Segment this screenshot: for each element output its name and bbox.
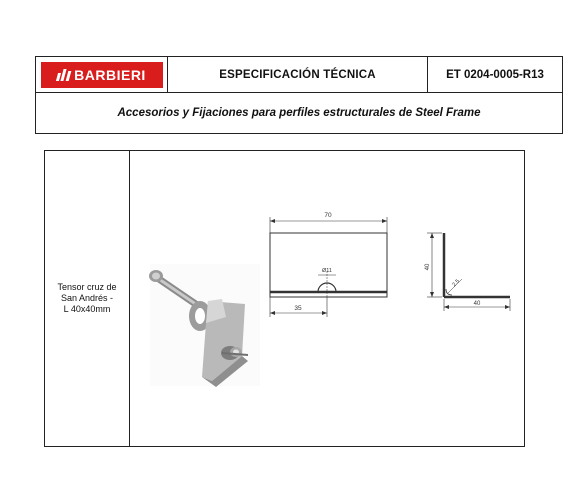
doc-code: ET 0204-0005-R13	[446, 68, 544, 81]
drawing-cell	[130, 151, 524, 446]
spec-table	[44, 150, 525, 447]
document-header	[35, 56, 563, 134]
dim-offset-label: 35	[294, 305, 302, 312]
dim-base-label: 40	[473, 301, 481, 307]
doc-subtitle: Accesorios y Fijaciones para perfiles estructurales de Steel Frame	[117, 107, 481, 119]
item-name-cell	[45, 151, 130, 446]
header-row	[36, 57, 562, 93]
product-render	[149, 264, 260, 387]
item-name: Tensor cruz de San Andrés - L 40x40mm	[57, 282, 117, 314]
dim-width-label: 70	[324, 212, 332, 219]
dim-height-label: 40	[425, 263, 431, 271]
side-view	[427, 233, 510, 311]
barbieri-logo	[41, 62, 163, 88]
logo-cell	[36, 57, 168, 92]
dim-hole-label: Ø11	[322, 268, 332, 274]
logo-text: BARBIERI	[74, 66, 146, 83]
doc-type: ESPECIFICACIÓN TÉCNICA	[168, 57, 428, 92]
technical-drawing	[130, 151, 524, 446]
logo-mark-icon	[57, 69, 70, 81]
dim-thickness-label: 2.5	[451, 278, 462, 289]
front-view	[270, 217, 387, 317]
